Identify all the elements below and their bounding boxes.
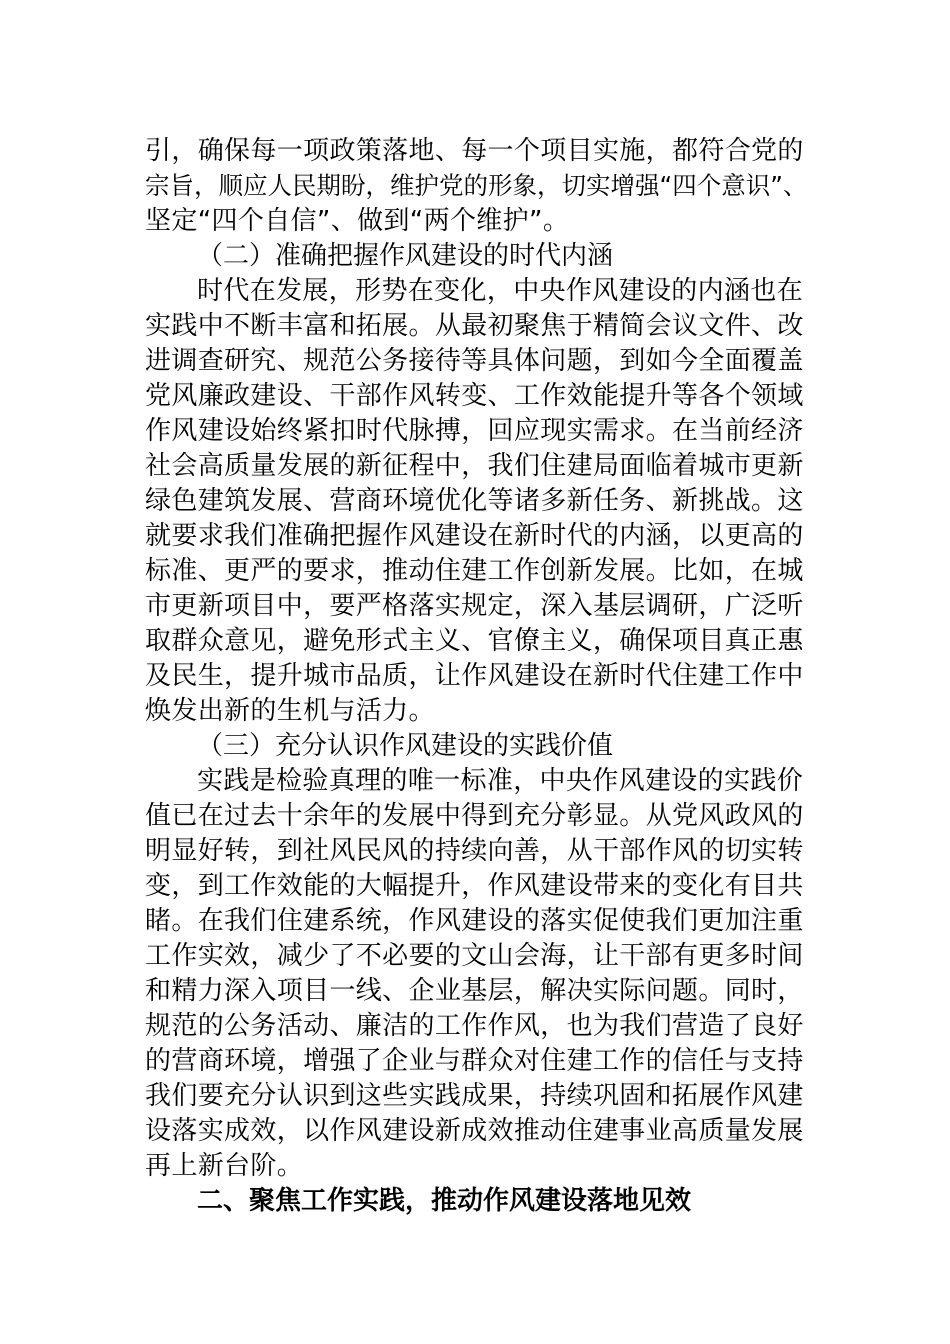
- body-line: 宗旨，顺应人民期盼，维护党的形象，切实增强“四个意识”、: [145, 171, 808, 200]
- body-line: 再上新台阶。: [145, 1151, 304, 1181]
- body-line: 和精力深入项目一线、企业基层，解决实际问题。同时，: [145, 976, 804, 1006]
- body-line: 作风建设始终紧扣时代脉搏，回应现实需求。在当前经济: [145, 416, 804, 446]
- body-line: 工作实效，减少了不必要的文山会海，让干部有更多时间: [145, 941, 804, 971]
- body-line: 时代在发展，形势在变化，中央作风建设的内涵也在: [197, 276, 804, 306]
- section-heading: 二、聚焦工作实践，推动作风建设落地见效: [197, 1186, 692, 1216]
- body-line: 市更新项目中，要严格落实规定，深入基层调研，广泛听: [145, 591, 804, 621]
- body-line: 明显好转，到社风民风的持续向善，从干部作风的切实转: [145, 836, 804, 866]
- body-line: 设落实成效，以作风建设新成效推动住建事业高质量发展: [145, 1116, 804, 1146]
- subheading-2: （二）准确把握作风建设的时代内涵: [197, 241, 614, 271]
- body-line: 党风廉政建设、干部作风转变、工作效能提升等各个领域: [145, 381, 804, 411]
- body-line: 焕发出新的生机与活力。: [145, 696, 435, 726]
- body-line: 就要求我们准确把握作风建设在新时代的内涵，以更高的: [145, 521, 804, 551]
- body-line: 引，确保每一项政策落地、每一个项目实施，都符合党的: [145, 136, 804, 166]
- body-line: 实践中不断丰富和拓展。从最初聚焦于精简会议文件、改: [145, 311, 804, 341]
- body-line: 社会高质量发展的新征程中，我们住建局面临着城市更新: [145, 451, 804, 481]
- body-line: 取群众意见，避免形式主义、官僚主义，确保项目真正惠: [145, 626, 804, 656]
- subheading-3: （三）充分认识作风建设的实践价值: [197, 731, 614, 761]
- body-line: 值已在过去十余年的发展中得到充分彰显。从党风政风的: [145, 801, 804, 831]
- body-line: 实践是检验真理的唯一标准，中央作风建设的实践价: [197, 766, 804, 796]
- body-line: 睹。在我们住建系统，作风建设的落实促使我们更加注重: [145, 906, 804, 936]
- body-line: 进调查研究、规范公务接待等具体问题，到如今全面覆盖: [145, 346, 804, 376]
- body-line: 坚定“四个自信”、做到“两个维护”。: [145, 206, 570, 236]
- body-line: 变，到工作效能的大幅提升，作风建设带来的变化有目共: [145, 871, 804, 901]
- body-line: 的营商环境，增强了企业与群众对住建工作的信任与支持: [145, 1046, 804, 1076]
- body-line: 及民生，提升城市品质，让作风建设在新时代住建工作中: [145, 661, 804, 691]
- body-line: 我们要充分认识到这些实践成果，持续巩固和拓展作风建: [145, 1081, 804, 1111]
- body-line: 标准、更严的要求，推动住建工作创新发展。比如，在城: [145, 556, 804, 586]
- body-line: 规范的公务活动、廉洁的工作作风，也为我们营造了良好: [145, 1011, 804, 1041]
- body-line: 绿色建筑发展、营商环境优化等诸多新任务、新挑战。这: [145, 486, 804, 516]
